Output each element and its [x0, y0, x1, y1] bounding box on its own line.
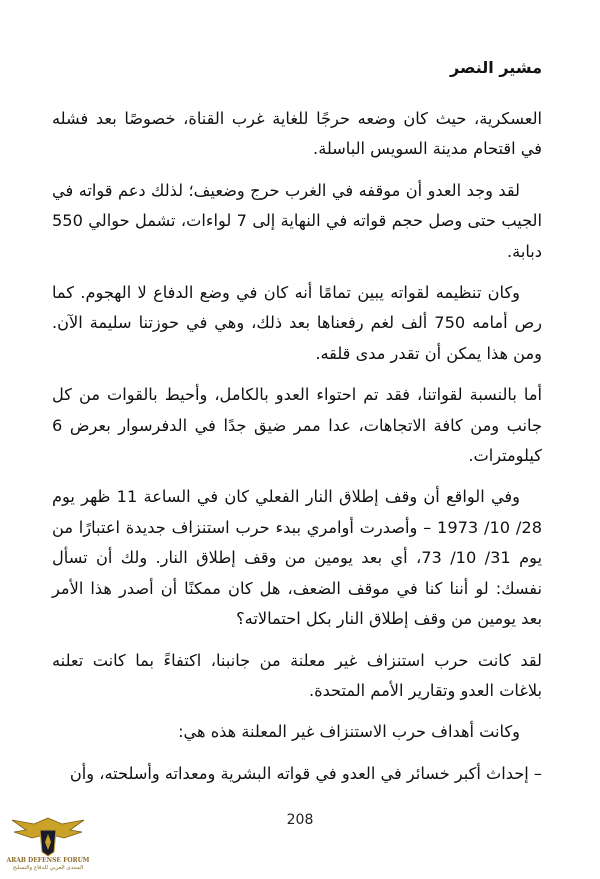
paragraph: أما بالنسبة لقواتنا، فقد تم احتواء العدو بالكامل، وأحيط بالقوات من كل جانب ومن كافة الاتجاهات، عدا ممر ضيق جدًا في الدفرسوار بعرض 6 كيلومترات. — [52, 385, 542, 466]
paragraph: وكان تنظيمه لقواته يبين تمامًا أنه كان في وضع الدفاع لا الهجوم. كما رص أمامه 750 ألف لغم رفعناها بعد ذلك، وهي في حوزتنا سليمة الآن. ومن هذا يمكن أن تقدر مدى قلقه. — [52, 283, 542, 363]
paragraph: – إحداث أكبر خسائر في العدو في قواته البشرية ومعداته وأسلحته، وأن — [69, 763, 542, 783]
watermark-subtitle: المنتدى العربي للدفاع والتسليح — [12, 865, 84, 871]
page-number: 208 — [286, 812, 314, 828]
running-head: مشير النصر — [450, 58, 542, 77]
watermark-title: ARAB DEFENSE FORUM — [6, 857, 90, 864]
paragraph: لقد وجد العدو أن موقفه في الغرب حرج وضعيف؛ لذلك دعم قواته في الجيب حتى وصل حجم قواته في النهاية إلى 7 لواءات، تشمل حوالي 550 دبابة. — [52, 180, 542, 261]
paragraph: وكانت أهداف حرب الاستنزاف غير المعلنة هذه هي: — [178, 722, 520, 742]
watermark-logo — [4, 812, 92, 874]
body-text — [52, 104, 542, 800]
paragraph: لقد كانت حرب استنزاف غير معلنة من جانبنا، اكتفاءً بما كانت تعلنه بلاغات العدو وتقارير الأمم المتحدة. — [52, 650, 542, 700]
paragraph: وفي الواقع أن وقف إطلاق النار الفعلي كان في الساعة 11 ظهر يوم 28/ 10/ 1973 – وأصدرت أوامري ببدء حرب استنزاف جديدة اعتبارًا من يوم 31/ 10/ 73، أي بعد يومين من وقف إطلاق النار. ولك أن تسأل نفسك: لو أننا كنا في موقف الضعف، هل كان ممكنًا أن أصدر هذا الأمر بعد يومين من وقف إطلاق النار بكل احتمالاته؟ — [52, 487, 542, 629]
eagle-emblem-icon — [4, 812, 92, 858]
paragraph: العسكرية، حيث كان وضعه حرجًا للغاية غرب القناة، خصوصًا بعد فشله في اقتحام مدينة السويس الباسلة. — [52, 109, 542, 159]
